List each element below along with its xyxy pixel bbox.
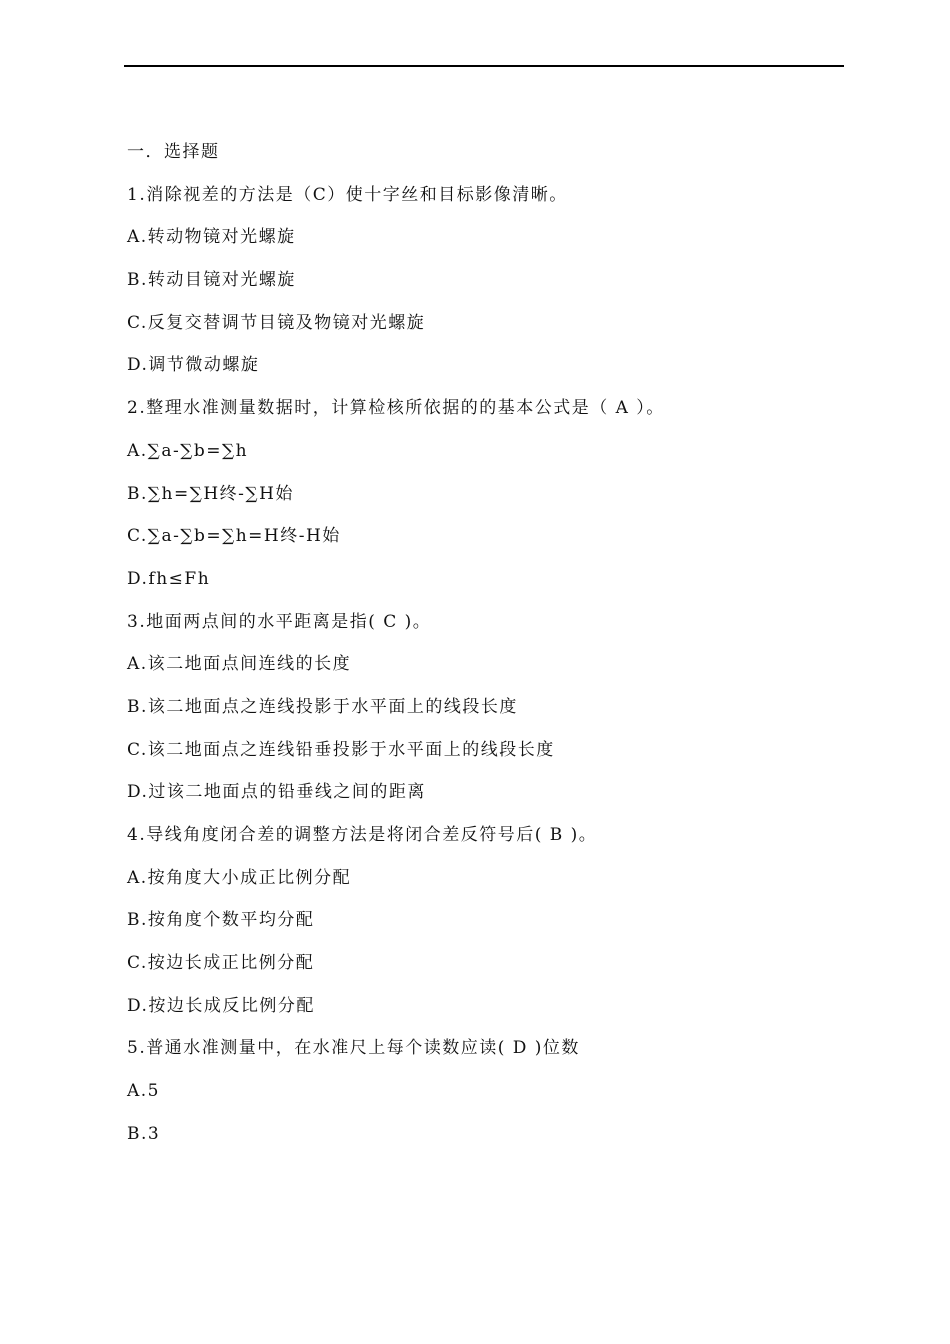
header-rule (124, 65, 844, 67)
question-3-option-b: B.该二地面点之连线投影于水平面上的线段长度 (127, 696, 518, 717)
question-5: 5.普通水准测量中，在水准尺上每个读数应读( D )位数 (127, 1038, 580, 1059)
question-2-option-a: A.∑a-∑b=∑h (127, 440, 249, 461)
question-4: 4.导线角度闭合差的调整方法是将闭合差反符号后( B )。 (127, 825, 598, 845)
question-1-option-a: A.转动物镜对光螺旋 (127, 227, 296, 248)
question-2-option-b: B.∑h=∑H终-∑H始 (127, 483, 294, 504)
question-4-option-a: A.按角度大小成正比例分配 (127, 867, 352, 888)
question-2-option-c: C.∑a-∑b=∑h=H终-H始 (127, 526, 341, 547)
question-1: 1.消除视差的方法是（C）使十字丝和目标影像清晰。 (127, 184, 568, 205)
section-heading: 一．选择题 (127, 142, 220, 162)
question-1-option-b: B.转动目镜对光螺旋 (127, 270, 296, 291)
question-2: 2.整理水准测量数据时，计算检核所依据的的基本公式是（ A ）。 (127, 398, 665, 419)
question-5-option-b: B.3 (127, 1123, 161, 1144)
question-1-option-c: C.反复交替调节目镜及物镜对光螺旋 (127, 312, 426, 333)
question-3-option-a: A.该二地面点间连线的长度 (127, 654, 352, 675)
question-3: 3.地面两点间的水平距离是指( C )。 (127, 611, 432, 632)
question-5-option-a: A.5 (127, 1081, 160, 1102)
question-4-option-d: D.按边长成反比例分配 (127, 995, 315, 1016)
question-4-option-c: C.按边长成正比例分配 (127, 953, 315, 974)
question-3-option-c: C.该二地面点之连线铅垂投影于水平面上的线段长度 (127, 739, 555, 760)
question-2-option-d: D.fh≤Fh (127, 568, 211, 589)
question-3-option-d: D.过该二地面点的铅垂线之间的距离 (127, 782, 426, 803)
question-4-option-b: B.按角度个数平均分配 (127, 910, 315, 931)
document-body (127, 138, 827, 1163)
question-1-option-d: D.调节微动螺旋 (127, 355, 260, 376)
